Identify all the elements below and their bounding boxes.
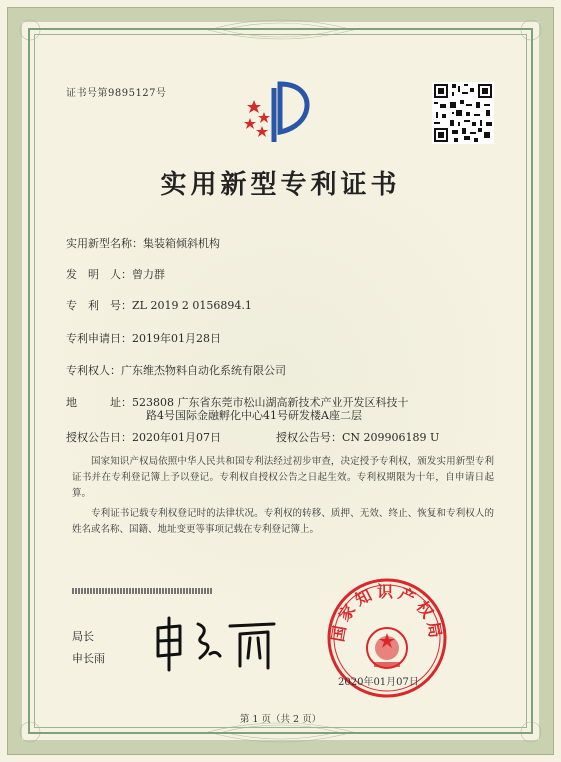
- inventor-row: [66, 266, 165, 282]
- page-footer: 第 1 页（共 2 页）: [239, 714, 322, 725]
- patent-number-label: 专 利 号：: [66, 299, 132, 312]
- director-title: 局长: [72, 630, 94, 643]
- grant-number-label: 授权公告号：: [276, 431, 342, 444]
- filing-date-label: 专利申请日：: [66, 332, 132, 345]
- certificate-title: 实用新型专利证书: [160, 170, 401, 200]
- handwritten-signature: [150, 614, 280, 672]
- grant-number-value: CN 209906189 U: [342, 431, 440, 444]
- utility-model-name-row: [66, 235, 220, 251]
- address-value-line1: 523808 广东省东莞市松山湖高新技术产业开发区科技十: [132, 396, 409, 409]
- inventor-value: 曾力群: [132, 268, 165, 281]
- grant-date-row: [66, 429, 221, 445]
- cnipa-logo-icon: [240, 78, 322, 146]
- patent-number-value: ZL 2019 2 0156894.1: [132, 299, 252, 312]
- patentee-value: 广东维杰物料自动化系统有限公司: [121, 364, 286, 377]
- utility-model-name-value: 集装箱倾斜机构: [143, 237, 220, 250]
- patentee-label: 专利权人：: [66, 364, 121, 377]
- certificate-paragraph-1: 国家知识产权局依照中华人民共和国专利法经过初步审查，决定授予专利权，颁发实用新型专利证书并在专利登记簿上予以登记。专利权自授权公告之日起生效。专利权期限为十年，自申请日起算。: [72, 456, 494, 499]
- grant-date-label: 授权公告日：: [66, 431, 132, 444]
- grant-date-value: 2020年01月07日: [132, 431, 221, 444]
- qr-code-icon: [432, 82, 494, 144]
- address-label: 地 址：: [66, 396, 132, 409]
- svg-text:国家知识产权局: 国家知识产权局: [328, 582, 446, 644]
- dotted-rule: [72, 588, 212, 594]
- patent-number-row: [66, 297, 252, 313]
- certificate-paragraph-2: 专利证书记载专利权登记时的法律状况。专利权的转移、质押、无效、终止、恢复和专利权人的姓名或名称、国籍、地址变更等事项记载在专利登记簿上。: [72, 508, 494, 535]
- certificate-number: 证书号第9895127号: [66, 88, 167, 99]
- utility-model-name-label: 实用新型名称：: [66, 237, 143, 250]
- address-value-line2: 路4号国际金融孵化中心41号研发楼A座二层: [146, 409, 362, 422]
- filing-date-row: [66, 330, 221, 346]
- grant-number-row: [276, 429, 439, 445]
- patentee-row: [66, 362, 286, 378]
- seal-date: 2020年01月07日: [338, 677, 419, 688]
- inventor-label: 发 明 人：: [66, 268, 132, 281]
- director-name: 申长雨: [72, 652, 105, 665]
- filing-date-value: 2019年01月28日: [132, 332, 221, 345]
